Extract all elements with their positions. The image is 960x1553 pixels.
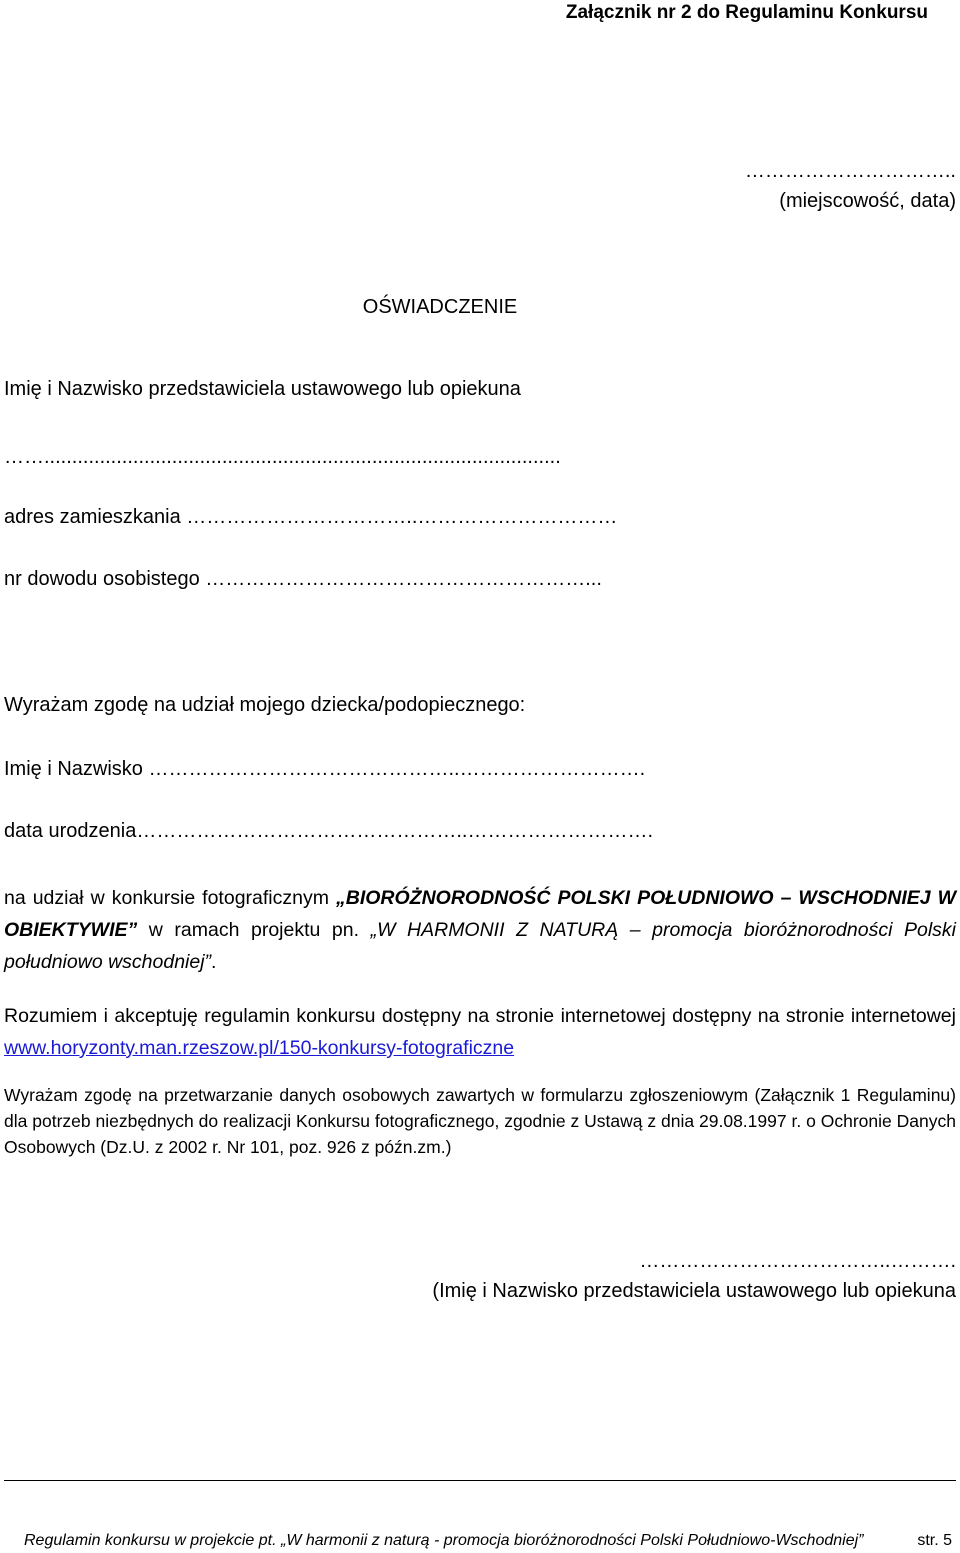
consent-intro: Wyrażam zgodę na udział mojego dziecka/podopiecznego: — [4, 694, 526, 716]
guardian-address-field: adres zamieszkania ……………………………..………………………… — [4, 506, 618, 528]
guardian-name-label: Imię i Nazwisko przedstawiciela ustawowego lub opiekuna — [4, 378, 521, 400]
participation-text-2: w ramach projektu pn. — [137, 919, 371, 941]
signature-dots: ………………………………..………. — [639, 1250, 956, 1272]
page-footer — [24, 1532, 952, 1550]
participation-text-1: na udział w konkursie fotograficznym — [4, 887, 336, 909]
guardian-name-dots: ……............................................................................................. — [4, 446, 561, 468]
signature-label: (Imię i Nazwisko przedstawiciela ustawowego lub opiekuna — [432, 1280, 956, 1302]
regulations-link[interactable]: www.horyzonty.man.rzeszow.pl/150-konkursy-fotograficzne — [4, 1037, 515, 1059]
document-title: OŚWIADCZENIE — [362, 296, 518, 318]
child-name-field: Imię i Nazwisko ………………………………………..………………………. — [4, 758, 646, 780]
guardian-id-field: nr dowodu osobistego …………………………………………………... — [4, 568, 602, 590]
regulations-text: Rozumiem i akceptuję regulamin konkursu dostępny na stronie internetowej dostępny na stronie internetowej — [4, 1005, 956, 1027]
child-birthdate-field: data urodzenia…………………………………………..………………………. — [4, 820, 653, 842]
project-name: „W HARMONII Z NATURĄ – promocja bioróżnorodności Polski południowo wschodniej” — [4, 919, 956, 973]
participation-paragraph — [4, 882, 956, 978]
page-number: str. 5 — [917, 1532, 952, 1549]
participation-text-3: . — [211, 951, 217, 973]
regulations-paragraph — [4, 1000, 956, 1064]
annex-title: Załącznik nr 2 do Regulaminu Konkursu — [565, 2, 928, 23]
footer-divider — [4, 1480, 956, 1481]
place-date-label: (miejscowość, data) — [779, 190, 956, 212]
footer-text: Regulamin konkursu w projekcie pt. „W harmonii z naturą - promocja bioróżnorodności Polski Południowo-Wschodniej” — [24, 1532, 864, 1549]
data-consent-paragraph: Wyrażam zgodę na przetwarzanie danych osobowych zawartych w formularzu zgłoszeniowym (Załącznik 1 Regulaminu) dla potrzeb niezbędnych do realizacji Konkursu fotograficznego, zgodnie z Ustawą z dnia 29.08.1997 r. o Ochronie Danych Osobowych (Dz.U. z 2002 r. Nr 101, poz. 926 z późn.zm.) — [4, 1085, 956, 1157]
contest-name: „BIORÓŻNORODNOŚĆ POLSKI POŁUDNIOWO – WSCHODNIEJ W OBIEKTYWIE” — [4, 887, 956, 941]
place-date-dots: ………………………….. — [744, 160, 956, 182]
